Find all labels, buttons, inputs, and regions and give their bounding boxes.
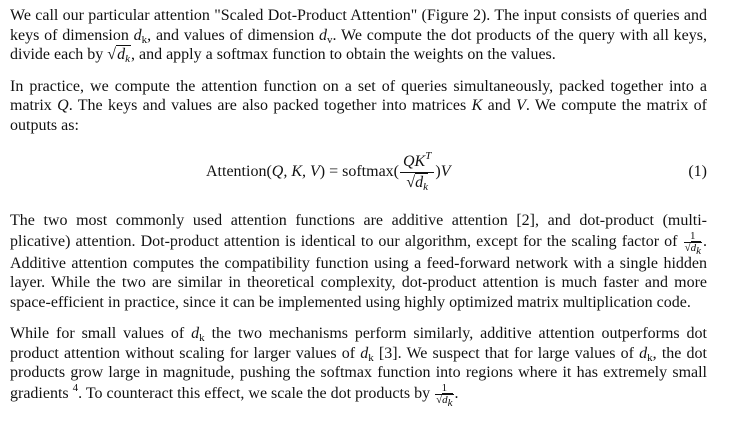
text: the two mechanisms perform similarly, additive attention outperforms dot product attention without scaling for larger values of (10, 325, 707, 362)
equation-number: (1) (688, 163, 707, 180)
eq-args: Q, K, V (271, 163, 320, 181)
eq-fraction (400, 149, 434, 193)
math-var: d (639, 344, 648, 362)
text: . We compute the dot products of the query with all keys, divide each by (10, 26, 708, 63)
text: . Additive attention computes the compatibility function using a feed-forward network with a single hidden layer. While the two are similar in theoretical complexity, dot-product attention is much faster and more space-efficient in practice, since it can be implemented using highly optimized matrix multiplication code. (10, 232, 707, 311)
math-var: d (117, 46, 126, 63)
math-subscript: k (368, 351, 374, 364)
math-var: K (471, 97, 483, 114)
inline-fraction (435, 381, 453, 409)
math-var: d (415, 173, 424, 191)
frac-numerator: 1 (684, 231, 702, 243)
math-var: d (442, 393, 448, 406)
math-var: d (191, 325, 200, 342)
text: While for small values of (10, 325, 192, 342)
math-subscript: v (327, 33, 333, 46)
radical-sign: √ (107, 46, 117, 63)
text: The two most commonly used attention functions are additive attention [2], and dot-product (multi-plicative) attention. Dot-product attention is identical to our algorithm, except for the scaling factor of (10, 212, 707, 250)
math-subscript: k (199, 332, 205, 344)
math-var: d (319, 26, 328, 44)
text: . We compute the matrix of outputs as: (10, 97, 707, 134)
text: , the dot products grow large in magnitude, pushing the softmax function into regions where it has extremely small gradients (10, 344, 707, 402)
frac-denominator (684, 241, 702, 257)
eq-tail: V (440, 163, 451, 181)
frac-numerator: 1 (435, 383, 453, 395)
text: In practice, we compute the attention function on a set of queries simultaneously, packed together into a matrix (10, 77, 707, 114)
math-subscript: k (696, 244, 701, 257)
math-var: d (360, 344, 369, 362)
text: . (454, 384, 459, 402)
attention-equation (10, 147, 707, 197)
math-subscript: k (141, 33, 148, 46)
eq-numerator (400, 149, 434, 173)
text: , and values of dimension (147, 26, 320, 44)
paragraph-scaled-dot-product-intro (10, 6, 707, 65)
eq-denominator (406, 173, 428, 193)
math-var: V (516, 97, 526, 114)
math-var: d (690, 241, 697, 254)
text: We call our particular attention "Scaled Dot-Product Attention" (Figure 2). The input consists of queries and keys of dimension (10, 7, 707, 44)
eq-close-paren: ) (435, 163, 441, 181)
radical-sign: √ (436, 393, 443, 406)
math-var: Q (57, 97, 69, 114)
math-subscript: k (647, 351, 653, 364)
math-subscript: k (125, 53, 130, 65)
radical-sign: √ (684, 241, 691, 254)
math-subscript: k (447, 396, 453, 409)
paragraph-scaling-motivation (10, 324, 707, 409)
eq-lhs: Attention( (206, 163, 272, 181)
paragraph-attention-functions (10, 211, 707, 312)
frac-denominator (435, 393, 453, 409)
eq-softmax: ) = softmax( (319, 163, 399, 181)
math-subscript: k (423, 180, 429, 193)
math-var: d (133, 26, 142, 44)
inline-fraction (684, 229, 702, 257)
math-superscript: T (425, 149, 432, 162)
text: , and apply a softmax function to obtain the weights on the values. (130, 46, 556, 63)
footnote-marker[interactable]: 4 (72, 381, 79, 394)
paragraph-matrix-packing (10, 77, 707, 136)
equation-body (206, 147, 450, 197)
text: . The keys and values are also packed together into matrices (68, 97, 472, 114)
radical-sign: √ (406, 173, 416, 191)
text: . To counteract this effect, we scale the dot products by (78, 384, 435, 402)
math-var: QK (403, 152, 426, 170)
sqrt-expression (107, 45, 131, 65)
text: [3]. We suspect that for large values of (373, 344, 640, 362)
text: and (482, 97, 517, 114)
